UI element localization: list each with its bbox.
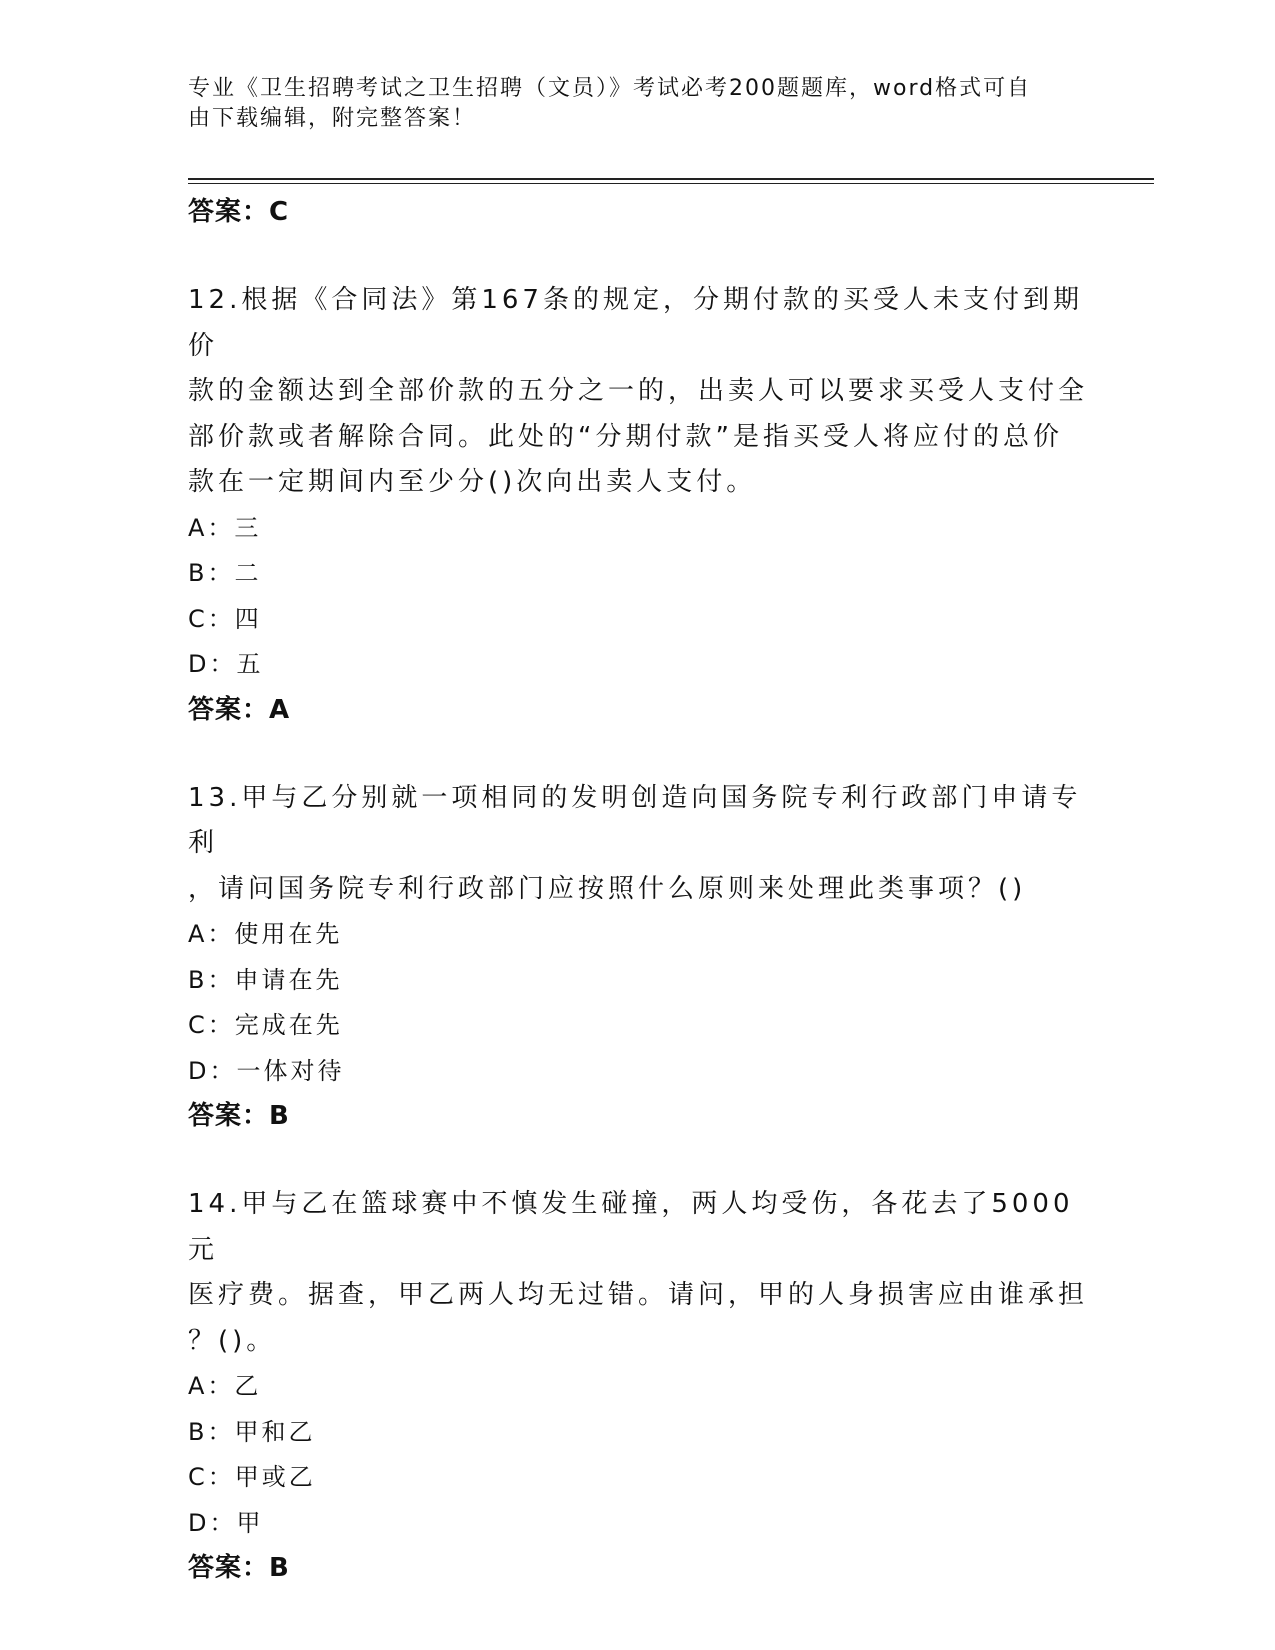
- document-body: [188, 190, 1088, 1590]
- option-a: A：乙: [188, 1372, 262, 1400]
- answer-line: 答案：A: [188, 694, 291, 725]
- option-a: A：使用在先: [188, 920, 343, 948]
- question-text-line: 款的金额达到全部价款的五分之一的，出卖人可以要求买受人支付全: [188, 376, 1089, 406]
- spacer: [188, 732, 1088, 776]
- question-text-line: 13.甲与乙分别就一项相同的发明创造向国务院专利行政部门申请专利: [188, 782, 1082, 858]
- header-rule-thin: [188, 183, 1154, 184]
- option-b: B：申请在先: [188, 965, 343, 994]
- option-d: D：五: [188, 650, 264, 678]
- question-text: [188, 776, 1088, 913]
- question-text-line: 医疗费。据查，甲乙两人均无过错。请问，甲的人身损害应由谁承担: [188, 1280, 1089, 1310]
- document-header: [188, 74, 1088, 134]
- option-d: D：甲: [188, 1508, 264, 1537]
- question-text-line: 款在一定期间内至少分()次向出卖人支付。: [188, 467, 757, 497]
- question-13: [188, 776, 1088, 1139]
- option-c: C：完成在先: [188, 1011, 343, 1039]
- question-text-line: 12.根据《合同法》第167条的规定，分期付款的买受人未支付到期价: [188, 285, 1083, 361]
- question-text-line: ，请问国务院专利行政部门应按照什么原则来处理此类事项？(): [188, 873, 1027, 904]
- question-text-line: 部价款或者解除合同。此处的“分期付款”是指买受人将应付的总价: [188, 421, 1063, 452]
- header-rule-thick: [188, 178, 1154, 180]
- question-text-line: 14.甲与乙在篮球赛中不慎发生碰撞，两人均受伤，各花去了5000元: [188, 1189, 1074, 1265]
- spacer: [188, 1138, 1088, 1182]
- option-d: D：一体对待: [188, 1056, 345, 1085]
- question-text-line: ？()。: [188, 1325, 277, 1356]
- spacer: [188, 234, 1088, 278]
- option-b: B：甲和乙: [188, 1417, 316, 1446]
- question-text: [188, 1182, 1088, 1364]
- question-12: [188, 278, 1088, 732]
- answer-line: 答案：B: [188, 1101, 290, 1131]
- question-text: [188, 278, 1088, 506]
- option-c: C：四: [188, 604, 262, 633]
- answer-line: 答案：B: [188, 1553, 290, 1583]
- option-b: B：二: [188, 559, 262, 587]
- header-line-1: 专业《卫生招聘考试之卫生招聘（文员）》考试必考200题题库，word格式可自: [188, 76, 1032, 101]
- option-a: A：三: [188, 513, 262, 542]
- option-c: C：甲或乙: [188, 1463, 316, 1491]
- header-line-2: 由下载编辑，附完整答案！: [188, 106, 477, 131]
- question-14: [188, 1182, 1088, 1590]
- answer-line: 答案：C: [188, 197, 290, 227]
